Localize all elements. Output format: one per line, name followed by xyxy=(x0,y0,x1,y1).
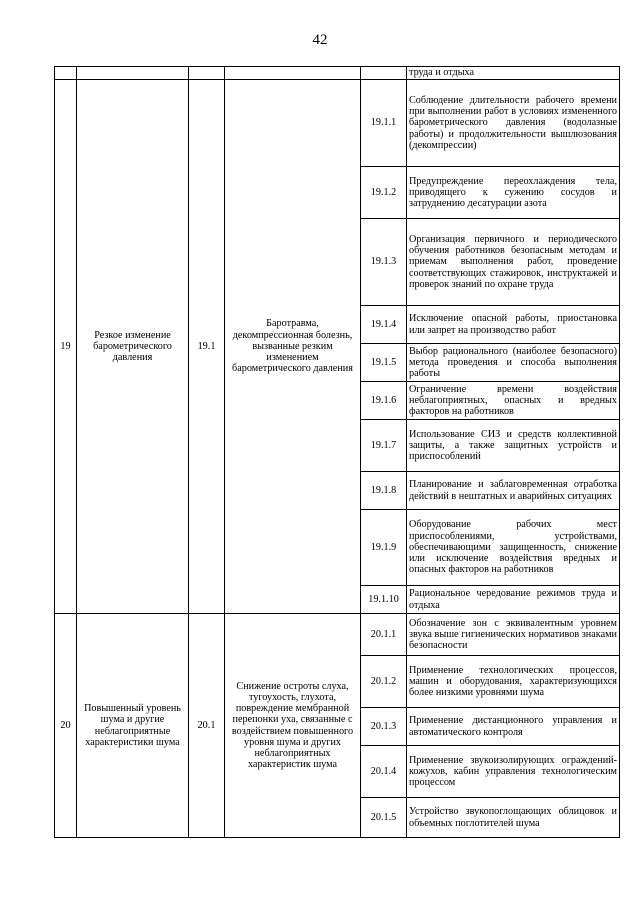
cell-empty xyxy=(225,67,361,80)
measure-code: 19.1.3 xyxy=(361,219,407,306)
continuation-text: труда и отдыха xyxy=(407,67,620,80)
measure-code: 19.1.1 xyxy=(361,80,407,167)
hazard-factor: Резкое изменение барометрического давления xyxy=(77,80,189,614)
measure-text: Применение технологических процессов, машин и оборудования, характеризующихся более низкими уровнями шума xyxy=(407,656,620,708)
hazard-code: 19.1 xyxy=(189,80,225,614)
measure-text: Организация первичного и периодического обучения работников безопасным методам и приемам выполнения работ, проведение соответствующих стажировок, инструктажей и проверок знаний по охране труда xyxy=(407,219,620,306)
measure-code: 19.1.5 xyxy=(361,344,407,382)
hazard-factor: Повышенный уровень шума и другие неблагоприятные характеристики шума xyxy=(77,614,189,838)
page-number: 42 xyxy=(312,32,328,48)
hazard-effect: Баротравма, декомпрессионная болезнь, вызванные резким изменением барометрического давления xyxy=(225,80,361,614)
cell-empty xyxy=(55,67,77,80)
measure-code: 20.1.3 xyxy=(361,708,407,746)
measure-code: 20.1.1 xyxy=(361,614,407,656)
measure-code: 20.1.5 xyxy=(361,798,407,838)
hazard-measures-table xyxy=(54,66,620,838)
measure-code: 19.1.10 xyxy=(361,586,407,614)
measure-text: Исключение опасной работы, приостановка или запрет на производство работ xyxy=(407,306,620,344)
cell-empty xyxy=(77,67,189,80)
measure-text: Соблюдение длительности рабочего времени при выполнении работ в условиях измененного барометрического давления (водолазные работы) и продолжительности вышлюзования (декомпрессии) xyxy=(407,80,620,167)
measure-text: Обозначение зон с эквивалентным уровнем звука выше гигиенических нормативов знаками безопасности xyxy=(407,614,620,656)
hazard-effect: Снижение остроты слуха, тугоухость, глухота, повреждение мембранной перепонки уха, связанные с воздействием повышенного уровня шума и других неблагоприятных характеристик шума xyxy=(225,614,361,838)
measure-text: Использование СИЗ и средств коллективной защиты, а также защитных устройств и приспособлений xyxy=(407,420,620,472)
row-number: 20 xyxy=(55,614,77,838)
measure-code: 19.1.9 xyxy=(361,510,407,586)
measure-text: Рациональное чередование режимов труда и отдыха xyxy=(407,586,620,614)
measure-text: Применение звукоизолирующих ограждений-кожухов, кабин управления технологическим процессом xyxy=(407,746,620,798)
table-row xyxy=(55,80,620,167)
continuation-row xyxy=(55,67,620,80)
cell-empty xyxy=(361,67,407,80)
measure-text: Оборудование рабочих мест приспособлениями, устройствами, обеспечивающими защищенность, снижение или исключение воздействия вредных и опасных факторов на работников xyxy=(407,510,620,586)
measure-code: 19.1.7 xyxy=(361,420,407,472)
measure-text: Выбор рационального (наиболее безопасного) метода проведения и способа выполнения работы xyxy=(407,344,620,382)
measure-code: 19.1.2 xyxy=(361,167,407,219)
measure-text: Ограничение времени воздействия неблагоприятных, опасных и вредных факторов на работников xyxy=(407,382,620,420)
measure-code: 19.1.8 xyxy=(361,472,407,510)
measure-text: Планирование и заблаговременная отработка действий в нештатных и аварийных ситуациях xyxy=(407,472,620,510)
measure-text: Предупреждение переохлаждения тела, приводящего к сужению сосудов и затруднению десатурации азота xyxy=(407,167,620,219)
measure-text: Устройство звукопоглощающих облицовок и объемных поглотителей шума xyxy=(407,798,620,838)
measure-code: 20.1.2 xyxy=(361,656,407,708)
measure-text: Применение дистанционного управления и автоматического контроля xyxy=(407,708,620,746)
hazard-code: 20.1 xyxy=(189,614,225,838)
measure-code: 19.1.6 xyxy=(361,382,407,420)
measure-code: 19.1.4 xyxy=(361,306,407,344)
row-number: 19 xyxy=(55,80,77,614)
cell-empty xyxy=(189,67,225,80)
table-row xyxy=(55,614,620,656)
measure-code: 20.1.4 xyxy=(361,746,407,798)
